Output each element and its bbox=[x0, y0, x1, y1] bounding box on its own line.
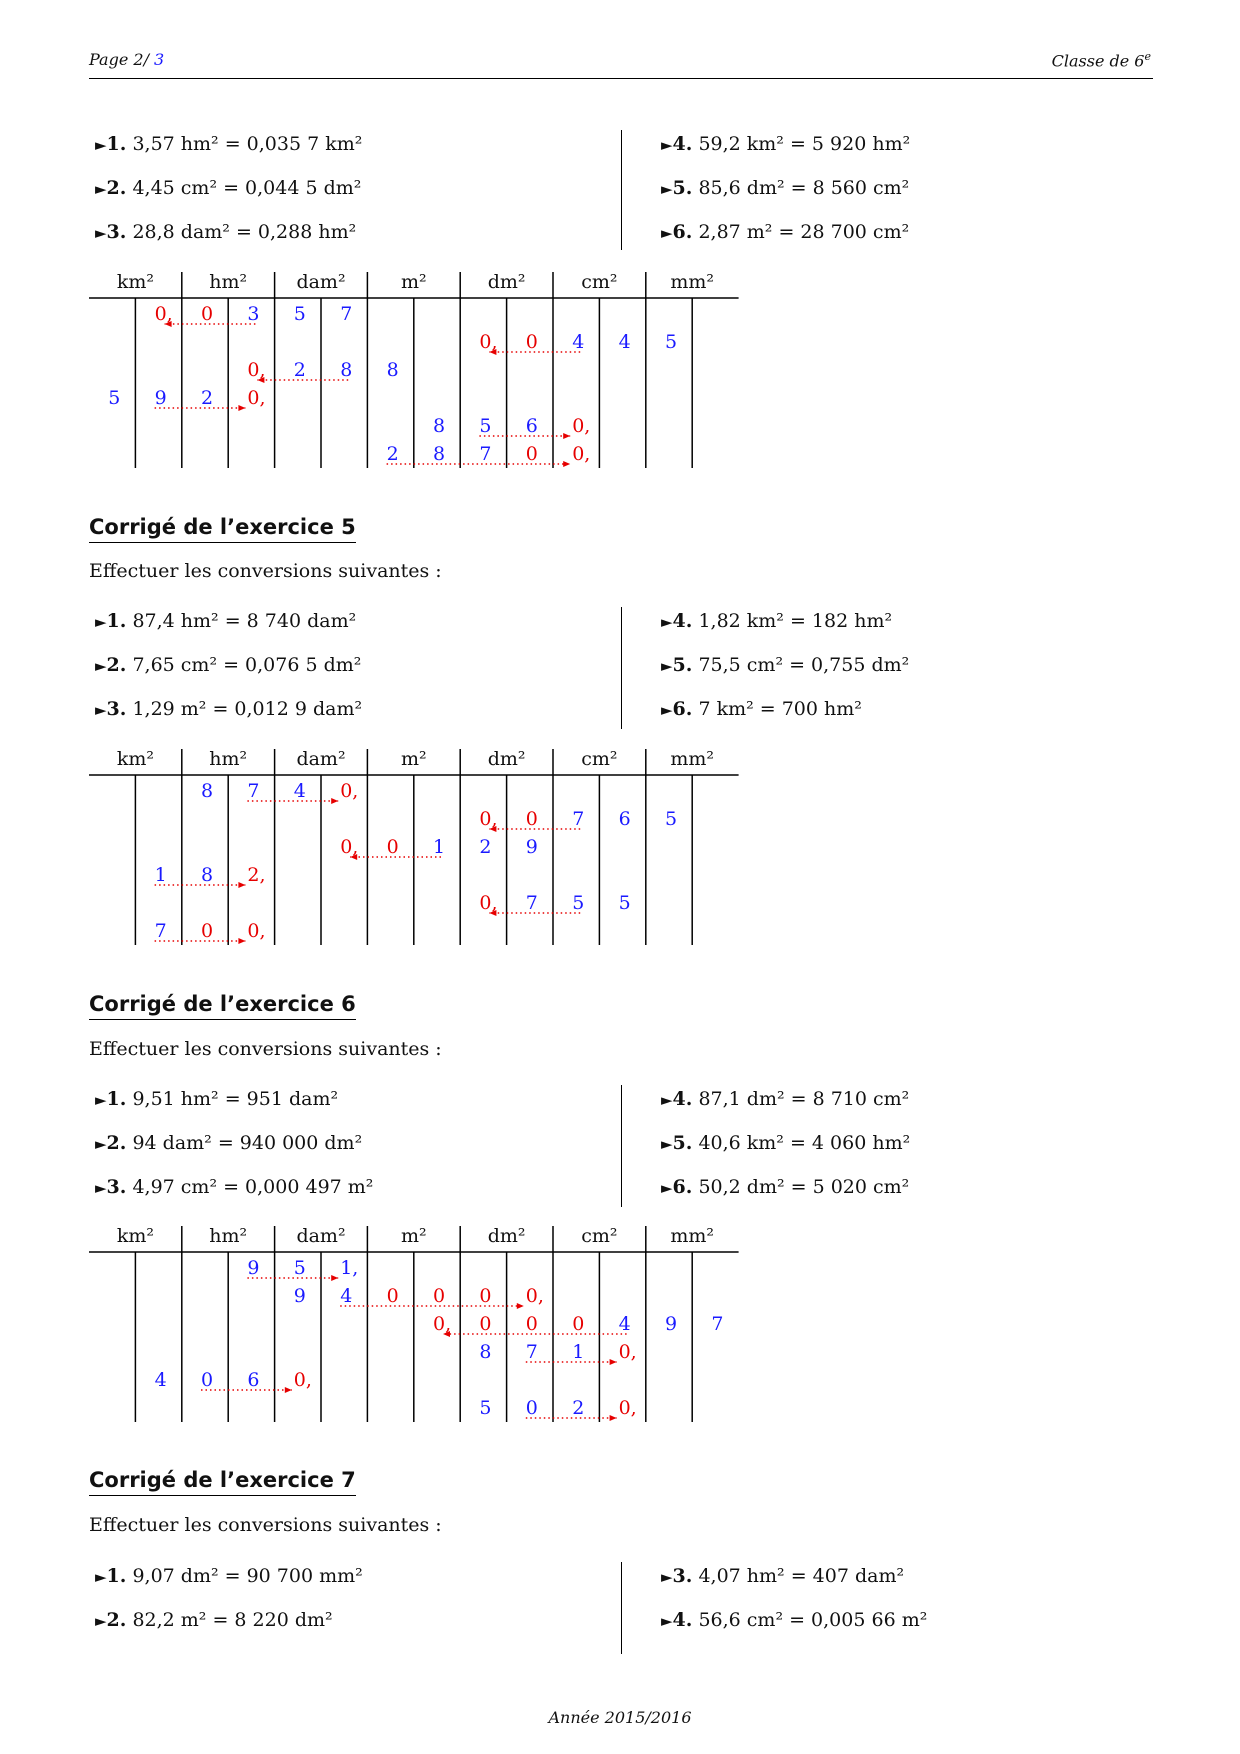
digit-cell: 7 bbox=[525, 1341, 538, 1363]
exercise-item: ►1. 9,07 dm² = 90 700 mm² bbox=[95, 1565, 363, 1587]
exercise-item: ►2. 82,2 m² = 8 220 dm² bbox=[95, 1609, 333, 1631]
arrow-head bbox=[610, 1359, 617, 1365]
arrow-head bbox=[517, 1303, 524, 1309]
digit-cell: 6 bbox=[618, 808, 631, 830]
header-divider bbox=[89, 78, 1153, 79]
digit-cell: 4 bbox=[293, 780, 306, 802]
digit-cell: 0 bbox=[201, 1369, 214, 1391]
column-divider bbox=[621, 1085, 622, 1207]
exercise-item: ►6. 2,87 m² = 28 700 cm² bbox=[661, 221, 910, 243]
digit-cell: 0, bbox=[572, 415, 591, 437]
digit-cell: 2, bbox=[247, 864, 266, 886]
unit-header: hm² bbox=[209, 271, 248, 293]
digit-cell: 0 bbox=[201, 303, 214, 325]
arrow-head bbox=[331, 1275, 338, 1281]
digit-cell: 4 bbox=[154, 1369, 167, 1391]
page-total-link[interactable]: 3 bbox=[154, 50, 165, 69]
exercise-item: ►3. 1,29 m² = 0,012 9 dam² bbox=[95, 698, 363, 720]
unit-header: km² bbox=[116, 1225, 154, 1247]
digit-cell: 8 bbox=[201, 780, 214, 802]
unit-header: cm² bbox=[581, 271, 618, 293]
page-number: Page 2/ 3 bbox=[89, 50, 165, 69]
unit-header: dm² bbox=[487, 1225, 526, 1247]
exercise-item: ►3. 4,07 hm² = 407 dam² bbox=[661, 1565, 905, 1587]
digit-cell: 0, bbox=[479, 331, 498, 353]
exercise-item: ►6. 50,2 dm² = 5 020 cm² bbox=[661, 1176, 910, 1198]
digit-cell: 0, bbox=[433, 1313, 452, 1335]
digit-cell: 0 bbox=[479, 1285, 492, 1307]
class-label: Classe de 6e bbox=[1051, 50, 1151, 71]
digit-cell: 5 bbox=[108, 387, 121, 409]
arrow-head bbox=[331, 798, 338, 804]
digit-cell: 4 bbox=[618, 331, 631, 353]
exercise-item: ►1. 3,57 hm² = 0,035 7 km² bbox=[95, 133, 363, 155]
arrow-head bbox=[238, 405, 245, 411]
digit-cell: 1 bbox=[572, 1341, 585, 1363]
digit-cell: 2 bbox=[386, 443, 399, 465]
section-intro: Effectuer les conversions suivantes : bbox=[89, 1514, 442, 1536]
digit-cell: 0 bbox=[479, 1313, 492, 1335]
digit-cell: 0, bbox=[247, 920, 266, 942]
digit-cell: 1 bbox=[154, 864, 167, 886]
digit-cell: 0 bbox=[525, 1313, 538, 1335]
digit-cell: 0, bbox=[618, 1341, 637, 1363]
footer-year: Année 2015/2016 bbox=[548, 1708, 692, 1727]
digit-cell: 0, bbox=[340, 780, 359, 802]
digit-cell: 5 bbox=[572, 892, 585, 914]
unit-header: m² bbox=[400, 748, 427, 770]
digit-cell: 2 bbox=[479, 836, 492, 858]
digit-cell: 0, bbox=[340, 836, 359, 858]
unit-header: hm² bbox=[209, 748, 248, 770]
unit-header: dm² bbox=[487, 748, 526, 770]
digit-cell: 0, bbox=[247, 387, 266, 409]
section-title: Corrigé de l’exercice 5 bbox=[89, 515, 356, 543]
unit-header: mm² bbox=[670, 1225, 715, 1247]
digit-cell: 0, bbox=[247, 359, 266, 381]
section-intro: Effectuer les conversions suivantes : bbox=[89, 1038, 442, 1060]
arrow-head bbox=[610, 1415, 617, 1421]
unit-header: dam² bbox=[296, 271, 346, 293]
digit-cell: 0 bbox=[386, 836, 399, 858]
digit-cell: 1, bbox=[340, 1257, 359, 1279]
section-title: Corrigé de l’exercice 7 bbox=[89, 1468, 356, 1496]
digit-cell: 7 bbox=[154, 920, 167, 942]
digit-cell: 9 bbox=[665, 1313, 678, 1335]
exercise-item: ►5. 40,6 km² = 4 060 hm² bbox=[661, 1132, 911, 1154]
digit-cell: 8 bbox=[340, 359, 353, 381]
unit-header: dm² bbox=[487, 271, 526, 293]
unit-header: km² bbox=[116, 748, 154, 770]
digit-cell: 0, bbox=[618, 1397, 637, 1419]
digit-cell: 0, bbox=[293, 1369, 312, 1391]
digit-cell: 8 bbox=[386, 359, 399, 381]
digit-cell: 0 bbox=[386, 1285, 399, 1307]
unit-header: cm² bbox=[581, 748, 618, 770]
conversion-table bbox=[0, 745, 760, 955]
exercise-item: ►1. 9,51 hm² = 951 dam² bbox=[95, 1088, 339, 1110]
digit-cell: 4 bbox=[340, 1285, 353, 1307]
arrow-head bbox=[238, 882, 245, 888]
unit-header: m² bbox=[400, 1225, 427, 1247]
digit-cell: 2 bbox=[293, 359, 306, 381]
exercise-item: ►4. 59,2 km² = 5 920 hm² bbox=[661, 133, 911, 155]
column-divider bbox=[621, 1562, 622, 1654]
digit-cell: 7 bbox=[525, 892, 538, 914]
digit-cell: 8 bbox=[201, 864, 214, 886]
digit-cell: 3 bbox=[247, 303, 260, 325]
digit-cell: 0 bbox=[433, 1285, 446, 1307]
exercise-item: ►2. 4,45 cm² = 0,044 5 dm² bbox=[95, 177, 362, 199]
conversion-table bbox=[0, 1222, 760, 1432]
digit-cell: 7 bbox=[479, 443, 492, 465]
digit-cell: 0 bbox=[572, 1313, 585, 1335]
digit-cell: 9 bbox=[525, 836, 538, 858]
section-intro: Effectuer les conversions suivantes : bbox=[89, 560, 442, 582]
digit-cell: 5 bbox=[665, 808, 678, 830]
arrow-head bbox=[563, 433, 570, 439]
digit-cell: 2 bbox=[201, 387, 214, 409]
exercise-item: ►3. 28,8 dam² = 0,288 hm² bbox=[95, 221, 357, 243]
digit-cell: 4 bbox=[618, 1313, 631, 1335]
unit-header: hm² bbox=[209, 1225, 248, 1247]
digit-cell: 1 bbox=[433, 836, 446, 858]
unit-header: dam² bbox=[296, 748, 346, 770]
digit-cell: 8 bbox=[479, 1341, 492, 1363]
exercise-item: ►2. 94 dam² = 940 000 dm² bbox=[95, 1132, 363, 1154]
digit-cell: 9 bbox=[154, 387, 167, 409]
digit-cell: 4 bbox=[572, 331, 585, 353]
exercise-item: ►6. 7 km² = 700 hm² bbox=[661, 698, 862, 720]
digit-cell: 5 bbox=[293, 1257, 306, 1279]
digit-cell: 9 bbox=[293, 1285, 306, 1307]
unit-header: mm² bbox=[670, 271, 715, 293]
arrow-head bbox=[563, 461, 570, 467]
digit-cell: 5 bbox=[479, 1397, 492, 1419]
digit-cell: 0 bbox=[525, 443, 538, 465]
digit-cell: 7 bbox=[572, 808, 585, 830]
digit-cell: 0 bbox=[525, 331, 538, 353]
digit-cell: 2 bbox=[572, 1397, 585, 1419]
digit-cell: 7 bbox=[711, 1313, 724, 1335]
exercise-item: ►5. 85,6 dm² = 8 560 cm² bbox=[661, 177, 910, 199]
digit-cell: 0, bbox=[479, 808, 498, 830]
exercise-item: ►4. 1,82 km² = 182 hm² bbox=[661, 610, 893, 632]
exercise-item: ►1. 87,4 hm² = 8 740 dam² bbox=[95, 610, 357, 632]
digit-cell: 7 bbox=[340, 303, 353, 325]
digit-cell: 6 bbox=[525, 415, 538, 437]
digit-cell: 7 bbox=[247, 780, 260, 802]
unit-header: dam² bbox=[296, 1225, 346, 1247]
arrow-head bbox=[238, 938, 245, 944]
digit-cell: 8 bbox=[433, 415, 446, 437]
digit-cell: 0 bbox=[201, 920, 214, 942]
unit-header: cm² bbox=[581, 1225, 618, 1247]
digit-cell: 0, bbox=[154, 303, 173, 325]
exercise-item: ►2. 7,65 cm² = 0,076 5 dm² bbox=[95, 654, 362, 676]
digit-cell: 0 bbox=[525, 1397, 538, 1419]
unit-header: m² bbox=[400, 271, 427, 293]
conversion-table bbox=[0, 268, 760, 478]
digit-cell: 0 bbox=[525, 808, 538, 830]
digit-cell: 0, bbox=[572, 443, 591, 465]
digit-cell: 0, bbox=[479, 892, 498, 914]
digit-cell: 0, bbox=[525, 1285, 544, 1307]
digit-cell: 5 bbox=[618, 892, 631, 914]
unit-header: mm² bbox=[670, 748, 715, 770]
unit-header: km² bbox=[116, 271, 154, 293]
digit-cell: 6 bbox=[247, 1369, 260, 1391]
column-divider bbox=[621, 607, 622, 729]
exercise-item: ►4. 56,6 cm² = 0,005 66 m² bbox=[661, 1609, 928, 1631]
digit-cell: 5 bbox=[665, 331, 678, 353]
digit-cell: 9 bbox=[247, 1257, 260, 1279]
digit-cell: 8 bbox=[433, 443, 446, 465]
exercise-item: ►5. 75,5 cm² = 0,755 dm² bbox=[661, 654, 910, 676]
exercise-item: ►4. 87,1 dm² = 8 710 cm² bbox=[661, 1088, 910, 1110]
exercise-item: ►3. 4,97 cm² = 0,000 497 m² bbox=[95, 1176, 374, 1198]
digit-cell: 5 bbox=[293, 303, 306, 325]
column-divider bbox=[621, 130, 622, 250]
digit-cell: 5 bbox=[479, 415, 492, 437]
section-title: Corrigé de l’exercice 6 bbox=[89, 992, 356, 1020]
arrow-head bbox=[285, 1387, 292, 1393]
